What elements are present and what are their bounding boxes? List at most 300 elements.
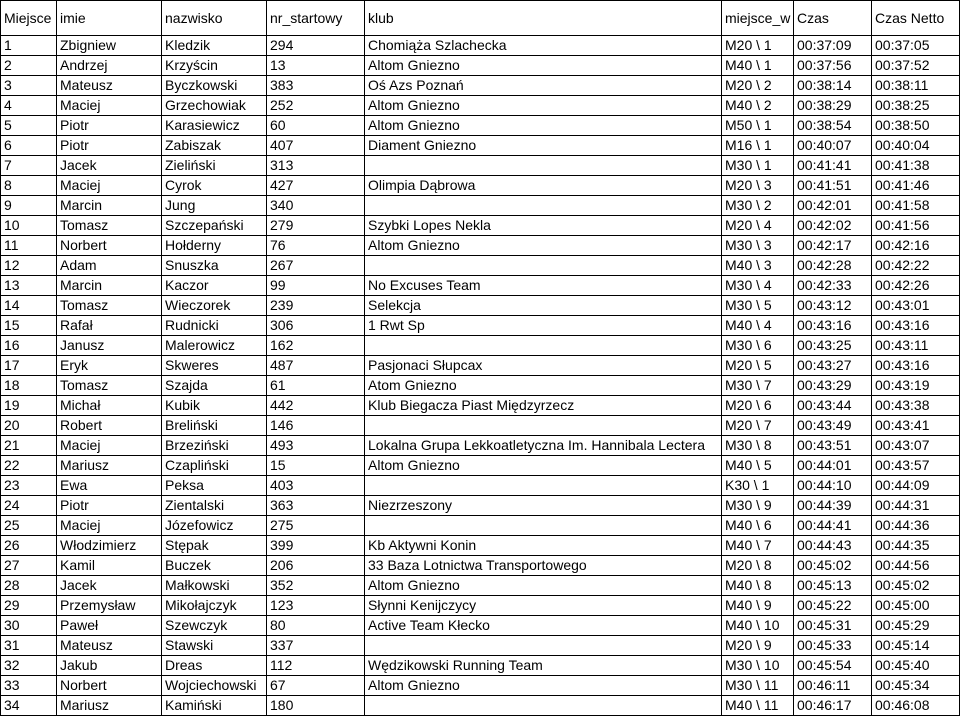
table-row bbox=[1, 576, 960, 596]
cell-net-time: 00:37:05 bbox=[872, 36, 960, 56]
cell-club bbox=[365, 476, 722, 496]
cell-place: 24 bbox=[1, 496, 57, 516]
cell-first-name: Marcin bbox=[57, 196, 162, 216]
table-row bbox=[1, 496, 960, 516]
cell-bib-number: 162 bbox=[267, 336, 365, 356]
cell-bib-number: 146 bbox=[267, 416, 365, 436]
cell-place: 21 bbox=[1, 436, 57, 456]
header-nr-startowy: nr_startowy bbox=[267, 1, 365, 36]
cell-first-name: Andrzej bbox=[57, 56, 162, 76]
cell-bib-number: 206 bbox=[267, 556, 365, 576]
cell-net-time: 00:44:31 bbox=[872, 496, 960, 516]
cell-first-name: Maciej bbox=[57, 516, 162, 536]
cell-bib-number: 13 bbox=[267, 56, 365, 76]
cell-category-place: M40 \ 10 bbox=[722, 616, 794, 636]
cell-time: 00:45:31 bbox=[794, 616, 872, 636]
cell-place: 33 bbox=[1, 676, 57, 696]
cell-net-time: 00:43:57 bbox=[872, 456, 960, 476]
cell-net-time: 00:41:58 bbox=[872, 196, 960, 216]
cell-bib-number: 306 bbox=[267, 316, 365, 336]
cell-place: 26 bbox=[1, 536, 57, 556]
cell-last-name: Czapliński bbox=[162, 456, 267, 476]
cell-place: 15 bbox=[1, 316, 57, 336]
cell-club: No Excuses Team bbox=[365, 276, 722, 296]
cell-category-place: M20 \ 1 bbox=[722, 36, 794, 56]
cell-place: 31 bbox=[1, 636, 57, 656]
cell-first-name: Tomasz bbox=[57, 216, 162, 236]
table-row bbox=[1, 396, 960, 416]
cell-category-place: M20 \ 9 bbox=[722, 636, 794, 656]
cell-time: 00:44:43 bbox=[794, 536, 872, 556]
table-row bbox=[1, 416, 960, 436]
header-czas-netto: Czas Netto bbox=[872, 1, 960, 36]
cell-last-name: Zabiszak bbox=[162, 136, 267, 156]
cell-first-name: Mariusz bbox=[57, 696, 162, 716]
cell-time: 00:44:10 bbox=[794, 476, 872, 496]
table-row bbox=[1, 216, 960, 236]
cell-first-name: Przemysław bbox=[57, 596, 162, 616]
cell-place: 10 bbox=[1, 216, 57, 236]
cell-net-time: 00:43:16 bbox=[872, 356, 960, 376]
cell-category-place: K30 \ 1 bbox=[722, 476, 794, 496]
header-miejsce: Miejsce bbox=[1, 1, 57, 36]
cell-club: Altom Gniezno bbox=[365, 676, 722, 696]
cell-net-time: 00:44:35 bbox=[872, 536, 960, 556]
cell-first-name: Zbigniew bbox=[57, 36, 162, 56]
cell-club: 33 Baza Lotnictwa Transportowego bbox=[365, 556, 722, 576]
cell-category-place: M40 \ 2 bbox=[722, 96, 794, 116]
cell-category-place: M40 \ 3 bbox=[722, 256, 794, 276]
table-row bbox=[1, 76, 960, 96]
cell-club: Altom Gniezno bbox=[365, 456, 722, 476]
cell-first-name: Ewa bbox=[57, 476, 162, 496]
cell-category-place: M16 \ 1 bbox=[722, 136, 794, 156]
cell-last-name: Józefowicz bbox=[162, 516, 267, 536]
cell-first-name: Mariusz bbox=[57, 456, 162, 476]
cell-club: Lokalna Grupa Lekkoatletyczna Im. Hannibala Lectera bbox=[365, 436, 722, 456]
cell-place: 2 bbox=[1, 56, 57, 76]
cell-last-name: Peksa bbox=[162, 476, 267, 496]
cell-bib-number: 123 bbox=[267, 596, 365, 616]
cell-bib-number: 60 bbox=[267, 116, 365, 136]
cell-time: 00:43:12 bbox=[794, 296, 872, 316]
cell-club: Niezrzeszony bbox=[365, 496, 722, 516]
cell-net-time: 00:38:50 bbox=[872, 116, 960, 136]
cell-last-name: Skweres bbox=[162, 356, 267, 376]
cell-bib-number: 279 bbox=[267, 216, 365, 236]
cell-club: 1 Rwt Sp bbox=[365, 316, 722, 336]
cell-place: 4 bbox=[1, 96, 57, 116]
cell-net-time: 00:37:52 bbox=[872, 56, 960, 76]
cell-category-place: M40 \ 8 bbox=[722, 576, 794, 596]
table-row bbox=[1, 36, 960, 56]
cell-place: 28 bbox=[1, 576, 57, 596]
cell-place: 19 bbox=[1, 396, 57, 416]
cell-last-name: Dreas bbox=[162, 656, 267, 676]
cell-place: 7 bbox=[1, 156, 57, 176]
cell-net-time: 00:43:38 bbox=[872, 396, 960, 416]
cell-first-name: Tomasz bbox=[57, 376, 162, 396]
cell-net-time: 00:44:36 bbox=[872, 516, 960, 536]
cell-club: Atom Gniezno bbox=[365, 376, 722, 396]
cell-place: 17 bbox=[1, 356, 57, 376]
cell-place: 13 bbox=[1, 276, 57, 296]
cell-time: 00:42:02 bbox=[794, 216, 872, 236]
cell-first-name: Maciej bbox=[57, 436, 162, 456]
cell-club: Selekcja bbox=[365, 296, 722, 316]
cell-bib-number: 275 bbox=[267, 516, 365, 536]
cell-place: 22 bbox=[1, 456, 57, 476]
cell-net-time: 00:42:26 bbox=[872, 276, 960, 296]
table-row bbox=[1, 676, 960, 696]
cell-club: Altom Gniezno bbox=[365, 56, 722, 76]
cell-time: 00:44:01 bbox=[794, 456, 872, 476]
cell-time: 00:37:56 bbox=[794, 56, 872, 76]
cell-net-time: 00:38:11 bbox=[872, 76, 960, 96]
cell-first-name: Adam bbox=[57, 256, 162, 276]
table-row bbox=[1, 436, 960, 456]
header-imie: imie bbox=[57, 1, 162, 36]
cell-time: 00:38:29 bbox=[794, 96, 872, 116]
cell-place: 18 bbox=[1, 376, 57, 396]
table-row bbox=[1, 56, 960, 76]
table-row bbox=[1, 136, 960, 156]
header-klub: klub bbox=[365, 1, 722, 36]
cell-last-name: Breliński bbox=[162, 416, 267, 436]
cell-first-name: Robert bbox=[57, 416, 162, 436]
cell-place: 8 bbox=[1, 176, 57, 196]
cell-bib-number: 352 bbox=[267, 576, 365, 596]
cell-place: 32 bbox=[1, 656, 57, 676]
cell-place: 20 bbox=[1, 416, 57, 436]
table-row bbox=[1, 156, 960, 176]
header-nazwisko: nazwisko bbox=[162, 1, 267, 36]
table-row bbox=[1, 456, 960, 476]
cell-first-name: Piotr bbox=[57, 116, 162, 136]
cell-time: 00:43:27 bbox=[794, 356, 872, 376]
table-row bbox=[1, 636, 960, 656]
cell-net-time: 00:44:09 bbox=[872, 476, 960, 496]
cell-bib-number: 15 bbox=[267, 456, 365, 476]
cell-first-name: Jakub bbox=[57, 656, 162, 676]
cell-first-name: Jacek bbox=[57, 576, 162, 596]
cell-net-time: 00:43:16 bbox=[872, 316, 960, 336]
cell-category-place: M40 \ 6 bbox=[722, 516, 794, 536]
cell-net-time: 00:40:04 bbox=[872, 136, 960, 156]
cell-bib-number: 313 bbox=[267, 156, 365, 176]
cell-last-name: Kubik bbox=[162, 396, 267, 416]
table-row bbox=[1, 596, 960, 616]
cell-club: Słynni Kenijczycy bbox=[365, 596, 722, 616]
cell-time: 00:44:39 bbox=[794, 496, 872, 516]
cell-category-place: M30 \ 1 bbox=[722, 156, 794, 176]
cell-bib-number: 239 bbox=[267, 296, 365, 316]
cell-net-time: 00:43:19 bbox=[872, 376, 960, 396]
cell-bib-number: 252 bbox=[267, 96, 365, 116]
cell-place: 6 bbox=[1, 136, 57, 156]
cell-net-time: 00:45:14 bbox=[872, 636, 960, 656]
cell-bib-number: 294 bbox=[267, 36, 365, 56]
cell-club: Altom Gniezno bbox=[365, 96, 722, 116]
cell-first-name: Michał bbox=[57, 396, 162, 416]
cell-club bbox=[365, 696, 722, 716]
cell-time: 00:45:33 bbox=[794, 636, 872, 656]
cell-first-name: Piotr bbox=[57, 136, 162, 156]
table-row bbox=[1, 296, 960, 316]
cell-time: 00:43:44 bbox=[794, 396, 872, 416]
cell-net-time: 00:44:56 bbox=[872, 556, 960, 576]
header-row bbox=[1, 1, 960, 36]
cell-category-place: M20 \ 2 bbox=[722, 76, 794, 96]
cell-bib-number: 112 bbox=[267, 656, 365, 676]
cell-net-time: 00:41:46 bbox=[872, 176, 960, 196]
cell-last-name: Stępak bbox=[162, 536, 267, 556]
cell-last-name: Mikołajczyk bbox=[162, 596, 267, 616]
table-row bbox=[1, 336, 960, 356]
cell-time: 00:45:22 bbox=[794, 596, 872, 616]
table-row bbox=[1, 516, 960, 536]
cell-club bbox=[365, 256, 722, 276]
cell-last-name: Szczepański bbox=[162, 216, 267, 236]
cell-category-place: M30 \ 5 bbox=[722, 296, 794, 316]
cell-category-place: M30 \ 9 bbox=[722, 496, 794, 516]
table-row bbox=[1, 276, 960, 296]
cell-place: 12 bbox=[1, 256, 57, 276]
cell-last-name: Hołderny bbox=[162, 236, 267, 256]
table-row bbox=[1, 236, 960, 256]
cell-time: 00:40:07 bbox=[794, 136, 872, 156]
cell-place: 23 bbox=[1, 476, 57, 496]
cell-club: Szybki Lopes Nekla bbox=[365, 216, 722, 236]
cell-bib-number: 76 bbox=[267, 236, 365, 256]
cell-place: 3 bbox=[1, 76, 57, 96]
cell-first-name: Norbert bbox=[57, 676, 162, 696]
cell-last-name: Krzyścin bbox=[162, 56, 267, 76]
cell-category-place: M30 \ 7 bbox=[722, 376, 794, 396]
cell-time: 00:43:25 bbox=[794, 336, 872, 356]
cell-time: 00:38:14 bbox=[794, 76, 872, 96]
cell-club: Altom Gniezno bbox=[365, 576, 722, 596]
cell-place: 5 bbox=[1, 116, 57, 136]
cell-last-name: Małkowski bbox=[162, 576, 267, 596]
cell-club bbox=[365, 636, 722, 656]
cell-first-name: Eryk bbox=[57, 356, 162, 376]
cell-club: Pasjonaci Słupcax bbox=[365, 356, 722, 376]
cell-net-time: 00:42:16 bbox=[872, 236, 960, 256]
cell-club: Oś Azs Poznań bbox=[365, 76, 722, 96]
cell-club bbox=[365, 516, 722, 536]
cell-category-place: M40 \ 5 bbox=[722, 456, 794, 476]
cell-time: 00:43:29 bbox=[794, 376, 872, 396]
cell-first-name: Piotr bbox=[57, 496, 162, 516]
cell-category-place: M20 \ 5 bbox=[722, 356, 794, 376]
cell-net-time: 00:43:41 bbox=[872, 416, 960, 436]
cell-first-name: Janusz bbox=[57, 336, 162, 356]
cell-club: Klub Biegacza Piast Międzyrzecz bbox=[365, 396, 722, 416]
cell-club: Active Team Kłecko bbox=[365, 616, 722, 636]
cell-last-name: Wieczorek bbox=[162, 296, 267, 316]
cell-net-time: 00:45:34 bbox=[872, 676, 960, 696]
cell-time: 00:42:17 bbox=[794, 236, 872, 256]
cell-category-place: M40 \ 11 bbox=[722, 696, 794, 716]
cell-bib-number: 403 bbox=[267, 476, 365, 496]
cell-place: 30 bbox=[1, 616, 57, 636]
table-row bbox=[1, 616, 960, 636]
cell-category-place: M20 \ 3 bbox=[722, 176, 794, 196]
cell-first-name: Rafał bbox=[57, 316, 162, 336]
cell-bib-number: 340 bbox=[267, 196, 365, 216]
cell-category-place: M50 \ 1 bbox=[722, 116, 794, 136]
cell-last-name: Wojciechowski bbox=[162, 676, 267, 696]
table-row bbox=[1, 256, 960, 276]
cell-category-place: M40 \ 7 bbox=[722, 536, 794, 556]
cell-bib-number: 427 bbox=[267, 176, 365, 196]
cell-club bbox=[365, 336, 722, 356]
cell-category-place: M20 \ 6 bbox=[722, 396, 794, 416]
cell-last-name: Kledzik bbox=[162, 36, 267, 56]
cell-first-name: Tomasz bbox=[57, 296, 162, 316]
cell-net-time: 00:45:02 bbox=[872, 576, 960, 596]
cell-category-place: M30 \ 4 bbox=[722, 276, 794, 296]
cell-category-place: M40 \ 1 bbox=[722, 56, 794, 76]
cell-last-name: Jung bbox=[162, 196, 267, 216]
cell-first-name: Jacek bbox=[57, 156, 162, 176]
table-row bbox=[1, 696, 960, 716]
cell-last-name: Kamiński bbox=[162, 696, 267, 716]
cell-place: 11 bbox=[1, 236, 57, 256]
cell-net-time: 00:43:07 bbox=[872, 436, 960, 456]
cell-bib-number: 399 bbox=[267, 536, 365, 556]
cell-place: 1 bbox=[1, 36, 57, 56]
cell-place: 29 bbox=[1, 596, 57, 616]
cell-bib-number: 267 bbox=[267, 256, 365, 276]
cell-time: 00:43:49 bbox=[794, 416, 872, 436]
cell-last-name: Buczek bbox=[162, 556, 267, 576]
cell-time: 00:42:28 bbox=[794, 256, 872, 276]
cell-category-place: M30 \ 10 bbox=[722, 656, 794, 676]
cell-place: 25 bbox=[1, 516, 57, 536]
cell-club: Diament Gniezno bbox=[365, 136, 722, 156]
cell-last-name: Zientalski bbox=[162, 496, 267, 516]
cell-time: 00:46:11 bbox=[794, 676, 872, 696]
cell-category-place: M40 \ 4 bbox=[722, 316, 794, 336]
cell-time: 00:45:54 bbox=[794, 656, 872, 676]
header-czas: Czas bbox=[794, 1, 872, 36]
cell-last-name: Szewczyk bbox=[162, 616, 267, 636]
cell-place: 14 bbox=[1, 296, 57, 316]
cell-club: Wędzikowski Running Team bbox=[365, 656, 722, 676]
cell-first-name: Mateusz bbox=[57, 636, 162, 656]
cell-last-name: Karasiewicz bbox=[162, 116, 267, 136]
table-row bbox=[1, 656, 960, 676]
table-body bbox=[1, 36, 960, 716]
cell-last-name: Byczkowski bbox=[162, 76, 267, 96]
cell-net-time: 00:45:40 bbox=[872, 656, 960, 676]
header-miejsce-w: miejsce_w bbox=[722, 1, 794, 36]
cell-time: 00:43:51 bbox=[794, 436, 872, 456]
cell-net-time: 00:42:22 bbox=[872, 256, 960, 276]
cell-last-name: Grzechowiak bbox=[162, 96, 267, 116]
cell-category-place: M30 \ 2 bbox=[722, 196, 794, 216]
cell-net-time: 00:43:11 bbox=[872, 336, 960, 356]
cell-first-name: Marcin bbox=[57, 276, 162, 296]
cell-net-time: 00:43:01 bbox=[872, 296, 960, 316]
cell-time: 00:45:02 bbox=[794, 556, 872, 576]
cell-last-name: Stawski bbox=[162, 636, 267, 656]
cell-last-name: Rudnicki bbox=[162, 316, 267, 336]
cell-first-name: Włodzimierz bbox=[57, 536, 162, 556]
cell-first-name: Maciej bbox=[57, 96, 162, 116]
cell-club: Olimpia Dąbrowa bbox=[365, 176, 722, 196]
cell-bib-number: 407 bbox=[267, 136, 365, 156]
cell-bib-number: 67 bbox=[267, 676, 365, 696]
cell-bib-number: 80 bbox=[267, 616, 365, 636]
cell-bib-number: 99 bbox=[267, 276, 365, 296]
table-row bbox=[1, 556, 960, 576]
cell-time: 00:37:09 bbox=[794, 36, 872, 56]
cell-last-name: Brzeziński bbox=[162, 436, 267, 456]
cell-first-name: Mateusz bbox=[57, 76, 162, 96]
cell-last-name: Cyrok bbox=[162, 176, 267, 196]
cell-category-place: M30 \ 3 bbox=[722, 236, 794, 256]
cell-net-time: 00:45:29 bbox=[872, 616, 960, 636]
cell-bib-number: 180 bbox=[267, 696, 365, 716]
cell-bib-number: 337 bbox=[267, 636, 365, 656]
cell-bib-number: 383 bbox=[267, 76, 365, 96]
table-row bbox=[1, 196, 960, 216]
cell-first-name: Paweł bbox=[57, 616, 162, 636]
cell-last-name: Szajda bbox=[162, 376, 267, 396]
table-row bbox=[1, 476, 960, 496]
cell-last-name: Snuszka bbox=[162, 256, 267, 276]
cell-time: 00:44:41 bbox=[794, 516, 872, 536]
cell-time: 00:45:13 bbox=[794, 576, 872, 596]
cell-net-time: 00:45:00 bbox=[872, 596, 960, 616]
cell-club bbox=[365, 156, 722, 176]
table-row bbox=[1, 536, 960, 556]
cell-category-place: M30 \ 6 bbox=[722, 336, 794, 356]
cell-club: Kb Aktywni Konin bbox=[365, 536, 722, 556]
table-row bbox=[1, 96, 960, 116]
cell-time: 00:41:41 bbox=[794, 156, 872, 176]
cell-bib-number: 61 bbox=[267, 376, 365, 396]
table-row bbox=[1, 176, 960, 196]
cell-bib-number: 487 bbox=[267, 356, 365, 376]
table-row bbox=[1, 116, 960, 136]
table-row bbox=[1, 376, 960, 396]
cell-category-place: M30 \ 8 bbox=[722, 436, 794, 456]
cell-category-place: M20 \ 7 bbox=[722, 416, 794, 436]
table-row bbox=[1, 316, 960, 336]
cell-net-time: 00:38:25 bbox=[872, 96, 960, 116]
cell-club: Chomiąża Szlachecka bbox=[365, 36, 722, 56]
cell-first-name: Kamil bbox=[57, 556, 162, 576]
cell-club bbox=[365, 416, 722, 436]
cell-category-place: M30 \ 11 bbox=[722, 676, 794, 696]
cell-place: 27 bbox=[1, 556, 57, 576]
cell-category-place: M20 \ 8 bbox=[722, 556, 794, 576]
cell-bib-number: 493 bbox=[267, 436, 365, 456]
cell-net-time: 00:46:08 bbox=[872, 696, 960, 716]
cell-last-name: Kaczor bbox=[162, 276, 267, 296]
cell-club bbox=[365, 196, 722, 216]
cell-place: 34 bbox=[1, 696, 57, 716]
cell-club: Altom Gniezno bbox=[365, 236, 722, 256]
cell-time: 00:41:51 bbox=[794, 176, 872, 196]
cell-last-name: Malerowicz bbox=[162, 336, 267, 356]
cell-time: 00:38:54 bbox=[794, 116, 872, 136]
cell-bib-number: 442 bbox=[267, 396, 365, 416]
